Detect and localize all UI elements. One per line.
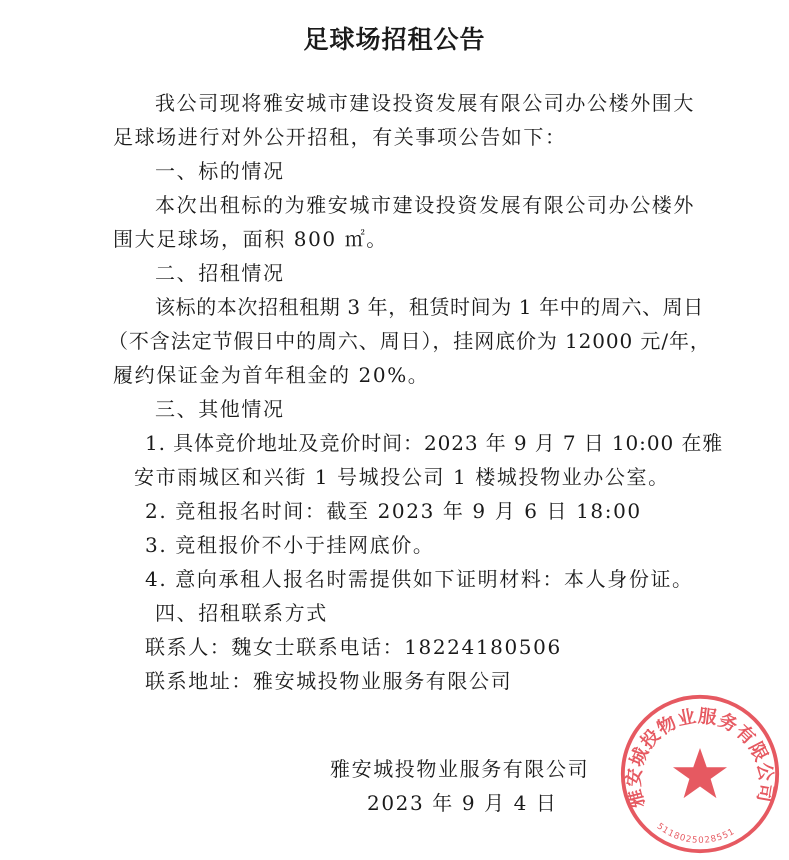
list-item: 1. 具体竞价地址及竞价时间：2023 年 9 月 7 日 10:00 在雅 — [145, 431, 724, 455]
signature-date: 2023 年 9 月 4 日 — [367, 791, 558, 815]
paragraph-line: （不含法定节假日中的周六、周日），挂网底价为 12000 元/年， — [108, 329, 711, 353]
contact-person: 联系人：魏女士联系电话：18224180506 — [145, 635, 562, 659]
section-heading: 二、招租情况 — [155, 261, 285, 285]
paragraph-line: 我公司现将雅安城市建设投资发展有限公司办公楼外围大 — [155, 91, 695, 115]
paragraph-line: 围大足球场，面积 800 ㎡。 — [113, 227, 388, 251]
list-item: 3. 竞租报价不小于挂网底价。 — [145, 533, 435, 557]
paragraph-line: 本次出租标的为雅安城市建设投资发展有限公司办公楼外 — [155, 193, 695, 217]
list-item: 2. 竞租报名时间：截至 2023 年 9 月 6 日 18:00 — [145, 499, 642, 523]
official-seal — [618, 692, 782, 856]
paragraph-line: 该标的本次招租租期 3 年，租赁时间为 1 年中的周六、周日 — [155, 295, 704, 319]
paragraph-line: 足球场进行对外公开招租，有关事项公告如下： — [113, 125, 567, 149]
seal-text: 雅安城投物业服务有限公司 — [623, 705, 777, 811]
section-heading: 四、招租联系方式 — [155, 601, 328, 625]
page-title: 足球场招租公告 — [303, 25, 486, 54]
signature-company: 雅安城投物业服务有限公司 — [330, 757, 590, 781]
paragraph-line: 履约保证金为首年租金的 20%。 — [113, 363, 430, 387]
section-heading: 三、其他情况 — [155, 397, 285, 421]
contact-address: 联系地址：雅安城投物业服务有限公司 — [145, 669, 513, 693]
seal-number: 5118025028551 — [654, 821, 737, 846]
list-item: 4. 意向承租人报名时需提供如下证明材料：本人身份证。 — [145, 567, 694, 591]
section-heading: 一、标的情况 — [155, 159, 285, 183]
list-item: 安市雨城区和兴街 1 号城投公司 1 楼城投物业办公室。 — [134, 465, 670, 489]
star-icon — [673, 748, 727, 798]
